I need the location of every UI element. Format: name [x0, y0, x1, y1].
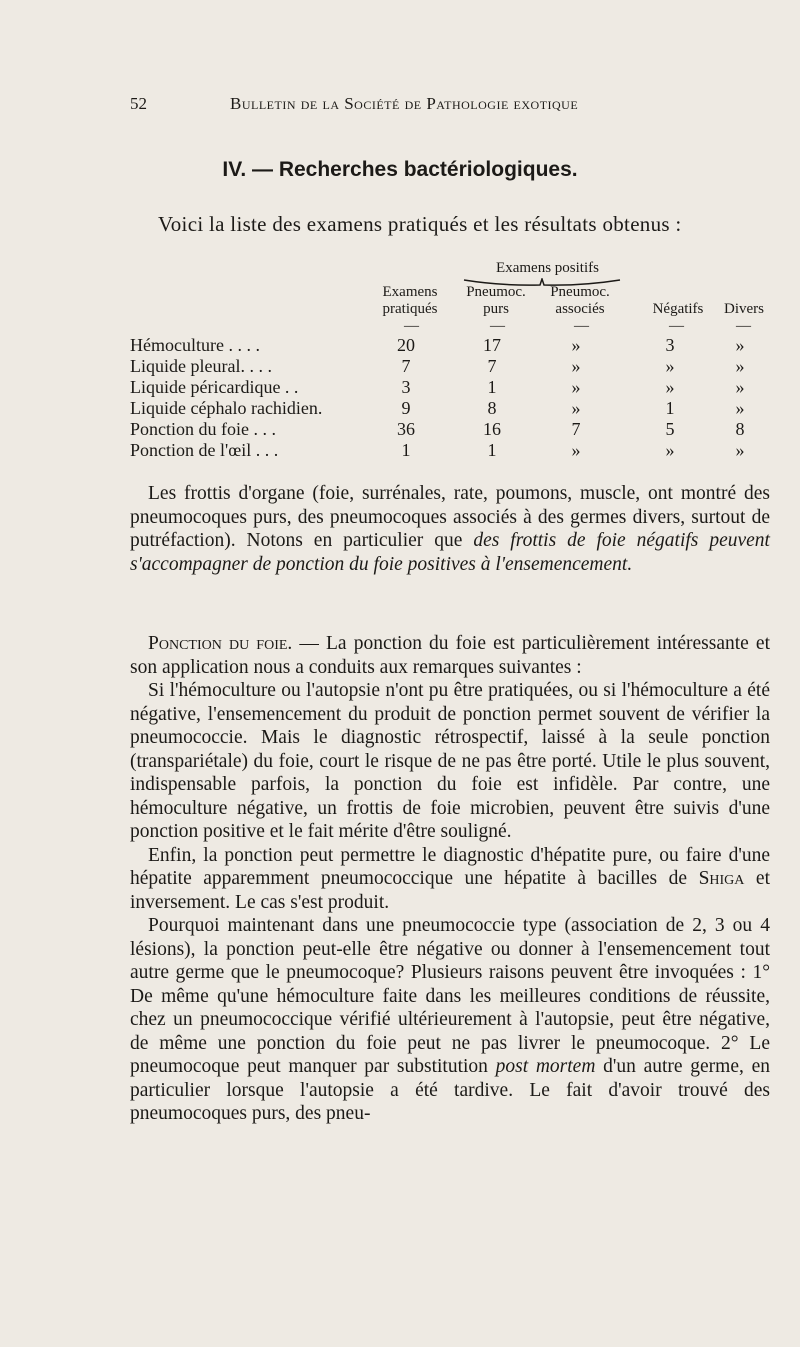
row-label: Liquide péricardique . . [130, 377, 299, 397]
cell-purs: 7 [487, 356, 497, 376]
cell-associes: » [571, 356, 581, 376]
cell-purs: 17 [483, 335, 501, 355]
row-label: Ponction du foie . . . [130, 419, 276, 439]
cell-divers: » [735, 356, 745, 376]
cell-divers: » [735, 335, 745, 355]
row-label: Hémoculture . . . . [130, 335, 260, 355]
cell-negatifs: » [665, 377, 675, 397]
table-row [130, 377, 780, 398]
cell-divers: » [735, 440, 745, 460]
cell-associes: » [571, 440, 581, 460]
cell-negatifs: 3 [665, 335, 675, 355]
cell-divers: 8 [735, 419, 745, 439]
col-header-examens-line2: pratiqués [382, 301, 438, 317]
col-header-divers: Divers [724, 301, 764, 317]
cell-negatifs: » [665, 356, 675, 376]
cell-purs: 8 [487, 398, 497, 418]
paragraph-italic: des frottis de foie négatifs peuvent s'accompagner de ponction du foie positives à l'ensemencement. [130, 530, 770, 575]
intro-sentence: Voici la liste des examens pratiqués et les résultats obtenus : [158, 212, 682, 236]
paragraph-hemoculture: Si l'hémoculture ou l'autopsie n'ont pu être pratiquées, ou si l'hémoculture a été négative, l'ensemencement du produit de ponction permet souvent de vérifier la pneumococcie. Mais le diagnostic rétrospectif, laissé à la seule ponction (transpariétale) du foie, court le risque de ne pas être porté. Utile le plus souvent, indispensable parfois, la ponction du foie est infidèle. Par contre, une hémoculture négative, un frottis de foie microbien, peuvent être suivis d'une ponction positive et le fait mérite d'être souligné. [130, 680, 770, 842]
col-header-purs-line1: Pneumoc. [466, 284, 526, 300]
cell-negatifs: » [665, 440, 675, 460]
paragraph-shiga: Shiga [698, 868, 745, 889]
col-dash-purs: — [490, 318, 505, 334]
cell-examens: 3 [401, 377, 411, 397]
paragraph-text: et inversement. Le cas s'est produit. [130, 868, 770, 913]
col-dash-divers: — [736, 318, 751, 334]
cell-examens: 9 [401, 398, 411, 418]
paragraph-pourquoi [130, 914, 770, 1126]
col-header-examens [370, 284, 450, 318]
table-row [130, 356, 780, 377]
cell-purs: 1 [487, 440, 497, 460]
cell-associes: » [571, 377, 581, 397]
row-label: Liquide céphalo rachidien. [130, 398, 323, 418]
col-dash-examens: — [404, 318, 419, 334]
paragraph-text: Enfin, la ponction peut permettre le diagnostic d'hépatite pure, ou faire d'une hépatite apparemment pneumococcique une hépatite à bacilles de [130, 844, 770, 889]
cell-associes: » [571, 335, 581, 355]
paragraph-ponction [130, 632, 770, 1126]
cell-negatifs: 1 [665, 398, 675, 418]
page-header [130, 94, 770, 118]
section-title: IV. — Recherches bactériologiques. [222, 158, 578, 181]
col-header-pneumo-associes [540, 284, 620, 318]
cell-examens: 20 [397, 335, 415, 355]
table-row [130, 398, 780, 419]
paragraph-text: — La ponction du foie est particulièrement intéressante et son application nous a conduits aux remarques suivantes : [130, 633, 770, 678]
paragraph-heading: Ponction du foie. [148, 633, 293, 654]
table-row [130, 440, 780, 461]
col-header-pneumo-purs [456, 284, 536, 318]
col-dash-associes: — [574, 318, 589, 334]
cell-purs: 16 [483, 419, 501, 439]
cell-divers: » [735, 377, 745, 397]
row-label: Ponction de l'œil . . . [130, 440, 279, 460]
running-title: Bulletin de la Société de Pathologie exotique [230, 94, 579, 113]
col-header-assoc-line1: Pneumoc. [550, 284, 610, 300]
col-dash-negatifs: — [669, 318, 684, 334]
table-group-header: Examens positifs [496, 260, 599, 276]
cell-associes: 7 [571, 419, 581, 439]
cell-examens: 36 [397, 419, 415, 439]
paragraph-text: Pourquoi maintenant dans une pneumococcie type (association de 2, 3 ou 4 lésions), la ponction peut-elle être négative ou donner à l'ensemencement tout autre germe que le pneumocoque? Plusieurs raisons peuvent être invoquées : 1° De même qu'une hémoculture faite dans les meilleures conditions de réussite, chez un pneumococcique vérifié ultérieurement à l'autopsie, peut être négative, de même une ponction du foie peut ne pas livrer le pneumocoque. 2° Le pneumocoque peut manquer par substitution [130, 915, 770, 1077]
cell-associes: » [571, 398, 581, 418]
paragraph-enfin [130, 844, 770, 915]
col-header-purs-line2: purs [483, 301, 509, 317]
paragraph-frottis [130, 482, 770, 576]
page-number: 52 [130, 94, 147, 113]
cell-divers: » [735, 398, 745, 418]
table-row [130, 335, 780, 356]
table-row [130, 419, 780, 440]
paragraph-italic: post mortem [495, 1056, 596, 1077]
col-header-negatifs: Négatifs [652, 301, 704, 317]
cell-examens: 1 [401, 440, 411, 460]
row-label: Liquide pleural. . . . [130, 356, 272, 376]
col-header-examens-line1: Examens [382, 284, 438, 300]
cell-negatifs: 5 [665, 419, 675, 439]
col-header-assoc-line2: associés [555, 301, 605, 317]
paragraph-text: d'un autre germe, en particulier lorsque l'autopsie a été tardive. Le fait d'avoir trouvé des pneumocoques purs, des pneu- [130, 1056, 770, 1124]
cell-examens: 7 [401, 356, 411, 376]
cell-purs: 1 [487, 377, 497, 397]
paragraph-text: Les frottis d'organe (foie, surrénales, rate, poumons, muscle, ont montré des pneumocoques purs, des pneumocoques associés à des germes divers, surtout de putréfaction). Notons en particulier que [130, 483, 770, 551]
